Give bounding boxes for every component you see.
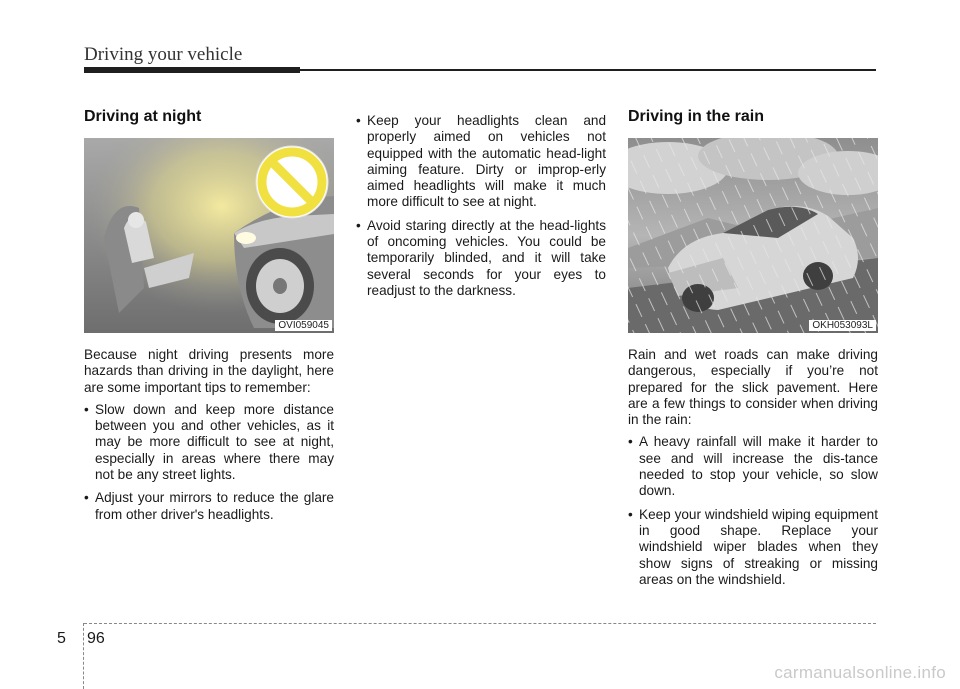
rain-bullets [628, 434, 878, 588]
rain-section [628, 108, 878, 595]
night-driving-image [84, 138, 334, 333]
rain-figure-code: OKH053093L [809, 320, 876, 331]
header-rule-thin [300, 69, 876, 71]
footer-vertical-rule [83, 623, 84, 689]
list-item: • Slow down and keep more distance between you and other vehicles, as it may be more difficult to see at night, especially in areas where there may not be any street lights. [84, 401, 334, 483]
night-bullets-col1 [84, 402, 334, 523]
night-heading: Driving at night [84, 108, 202, 125]
list-item: • Adjust your mirrors to reduce the glare from other driver's headlights. [84, 490, 334, 522]
header-rule-thick [84, 67, 300, 73]
night-driving-illustration [84, 138, 334, 333]
rain-heading: Driving in the rain [628, 108, 765, 125]
rain-intro: Rain and wet roads can make driving dangerous, especially if you’re not prepared for the slick pavement. Here are a few things to consider when driving in the rain: [628, 347, 878, 428]
night-section [84, 108, 334, 530]
night-intro: Because night driving presents more hazards than driving in the daylight, here are some important tips to remember: [84, 347, 334, 395]
page-number: 96 [87, 630, 105, 647]
night-figure-code: OVI059045 [275, 320, 332, 331]
list-item: • Keep your windshield wiping equipment in good shape. Replace your windshield wiper blades when they show signs of streaking or missing areas on the windshield. [628, 506, 878, 587]
list-item: • A heavy rainfall will make it harder to see and will increase the dis-tance needed to stop your vehicle, so slow down. [628, 434, 878, 499]
footer-rule [84, 623, 876, 624]
header-title: Driving your vehicle [84, 44, 243, 65]
night-section-continued [356, 113, 606, 306]
chapter-number: 5 [57, 630, 66, 647]
night-bullets-col2 [356, 113, 606, 299]
rain-driving-image [628, 138, 878, 333]
list-item: • Avoid staring directly at the head-lights of oncoming vehicles. You could be temporarily blinded, and it will take several seconds for your eyes to readjust to the darkness. [356, 217, 606, 298]
list-item: • Keep your headlights clean and properly aimed on vehicles not equipped with the automatic head-light aiming feature. Dirty or improp-erly aimed headlights will make it much more difficult to see at night. [356, 113, 606, 210]
rain-driving-illustration [628, 138, 878, 333]
watermark: carmanualsonline.info [774, 663, 946, 682]
